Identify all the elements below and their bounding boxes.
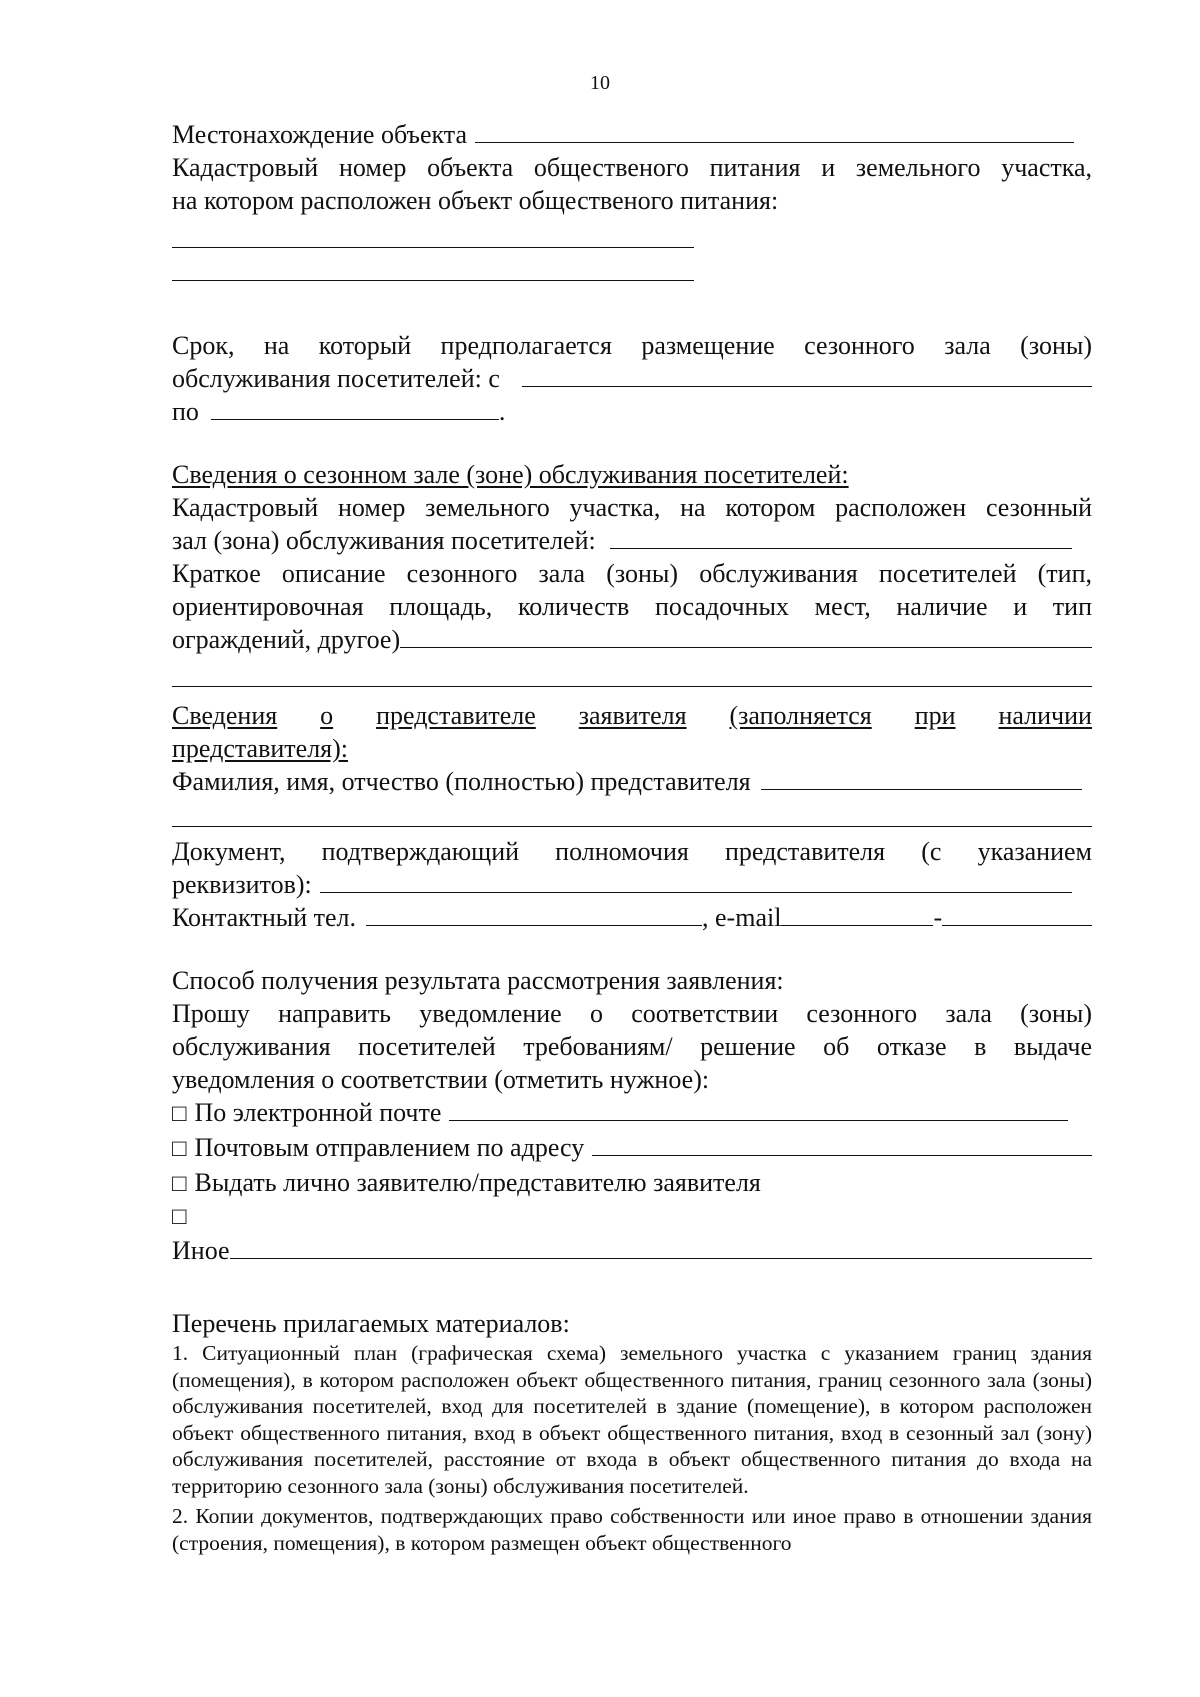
location-field[interactable] <box>475 118 1074 143</box>
season-hall-heading: Сведения о сезонном зале (зоне) обслуживания посетителей: <box>172 460 849 489</box>
season-cadastral-label: зал (зона) обслуживания посетителей: <box>172 526 596 555</box>
method-line2: обслуживания посетителей требованиям/ решение об отказе в выдаче <box>172 1032 1092 1061</box>
phone-label: Контактный тел. <box>172 903 357 932</box>
term-from-label: обслуживания посетителей: с <box>172 364 500 393</box>
attachment-item-1: 1. Ситуационный план (графическая схема) земельного участка с указанием границ здания (помещения), в котором расположен объект общественного питания, границ сезонного зала (зоны) обслуживания посетителей, вход для посетителей в здание (помещение), в котором расположен объект общественного питания, вход в объект общественного питания, вход в сезонный зал (зону) обслуживания посетителей, расстояние от входа в объект общественного питания до входа на территорию сезонного зала (зоны) обслуживания посетителей. <box>172 1341 1092 1498</box>
method-line1: Прошу направить уведомление о соответствии сезонного зала (зоны) <box>172 999 1092 1028</box>
checkbox-post[interactable]: □ <box>172 1136 187 1162</box>
page-number: 10 <box>590 72 610 94</box>
representative-fio-label: Фамилия, имя, отчество (полностью) представителя <box>172 767 751 796</box>
attachments-list <box>172 1340 1092 1556</box>
option-email-field[interactable] <box>449 1096 1068 1121</box>
season-cadastral-line1: Кадастровый номер земельного участка, на котором расположен сезонный <box>172 493 1092 522</box>
term-from-row <box>172 362 1092 395</box>
checkbox-personal[interactable]: □ <box>172 1171 187 1197</box>
option-other-checkbox-row <box>172 1201 1092 1234</box>
cadastral-object-field-2[interactable] <box>172 256 694 281</box>
representative-heading-word: Сведения <box>172 701 278 730</box>
checkbox-email[interactable]: □ <box>172 1101 187 1127</box>
season-desc-field[interactable] <box>400 623 1092 648</box>
season-desc-line2: ориентировочная площадь, количеств посадочных мест, наличие и тип <box>172 592 1092 621</box>
representative-heading-line2: представителя): <box>172 734 349 763</box>
option-other-field[interactable] <box>230 1234 1092 1259</box>
option-post-label: Почтовым отправлением по адресу <box>194 1133 585 1162</box>
method-heading: Способ получения результата рассмотрения заявления: <box>172 966 784 995</box>
representative-heading-word: при <box>914 701 956 730</box>
season-desc-line1: Краткое описание сезонного зала (зоны) обслуживания посетителей (тип, <box>172 559 1092 588</box>
option-post-row <box>172 1131 1092 1166</box>
cadastral-object-line2: на котором расположен объект общественого питания: <box>172 186 779 215</box>
cadastral-object-line1: Кадастровый номер объекта общественого питания и земельного участка, <box>172 153 1092 182</box>
representative-fio-field-2[interactable] <box>172 802 1092 827</box>
season-cadastral-field[interactable] <box>610 524 1072 549</box>
representative-heading-word: о <box>320 701 334 730</box>
season-desc-label: ограждений, другое) <box>172 625 401 654</box>
representative-doc-line1: Документ, подтверждающий полномочия представителя (с указанием <box>172 837 1092 866</box>
representative-heading-line1 <box>172 699 1092 732</box>
email-field-user[interactable] <box>781 901 933 926</box>
email-label: , e-mail <box>702 903 782 932</box>
representative-contact-row <box>172 901 1092 934</box>
term-line1: Срок, на который предполагается размещение сезонного зала (зоны) <box>172 331 1092 360</box>
option-other-label: Иное <box>172 1236 230 1265</box>
representative-doc-row <box>172 868 1092 901</box>
representative-heading-word: представителе <box>376 701 536 730</box>
representative-heading-word: заявителя <box>578 701 687 730</box>
season-desc-row <box>172 623 1092 656</box>
term-period: . <box>498 397 506 426</box>
location-row <box>172 118 1092 151</box>
option-personal-label: Выдать лично заявителю/представителю заявителя <box>194 1168 761 1197</box>
representative-fio-field[interactable] <box>761 765 1082 790</box>
phone-field[interactable] <box>366 901 702 926</box>
location-label: Местонахождение объекта <box>172 120 468 149</box>
option-other-row <box>172 1234 1092 1267</box>
checkbox-other[interactable]: □ <box>172 1204 187 1230</box>
representative-doc-label: реквизитов): <box>172 870 312 899</box>
method-line3: уведомления о соответствии (отметить нужное): <box>172 1065 710 1094</box>
email-dash: - <box>933 903 943 932</box>
option-personal-row <box>172 1166 1092 1201</box>
form-content <box>172 118 1092 1560</box>
email-field-domain[interactable] <box>942 901 1092 926</box>
term-to-field[interactable] <box>211 395 499 420</box>
term-to-label: по <box>172 397 199 426</box>
option-post-field[interactable] <box>592 1131 1092 1156</box>
representative-heading-word: наличии <box>998 701 1092 730</box>
attachment-item-2: 2. Копии документов, подтверждающих право собственности или иное право в отношении здания (строения, помещения), в котором размещен объект общественного <box>172 1504 1092 1555</box>
attachments-heading: Перечень прилагаемых материалов: <box>172 1309 570 1338</box>
term-from-field[interactable] <box>522 362 1092 387</box>
cadastral-object-field-1[interactable] <box>172 223 694 248</box>
season-cadastral-row <box>172 524 1092 557</box>
option-email-row <box>172 1096 1092 1131</box>
season-desc-field-2[interactable] <box>172 662 1092 687</box>
representative-heading-word: (заполняется <box>729 701 872 730</box>
representative-fio-row <box>172 765 1092 798</box>
option-email-label: По электронной почте <box>194 1098 442 1127</box>
term-to-row <box>172 395 1092 428</box>
representative-doc-field[interactable] <box>320 868 1072 893</box>
